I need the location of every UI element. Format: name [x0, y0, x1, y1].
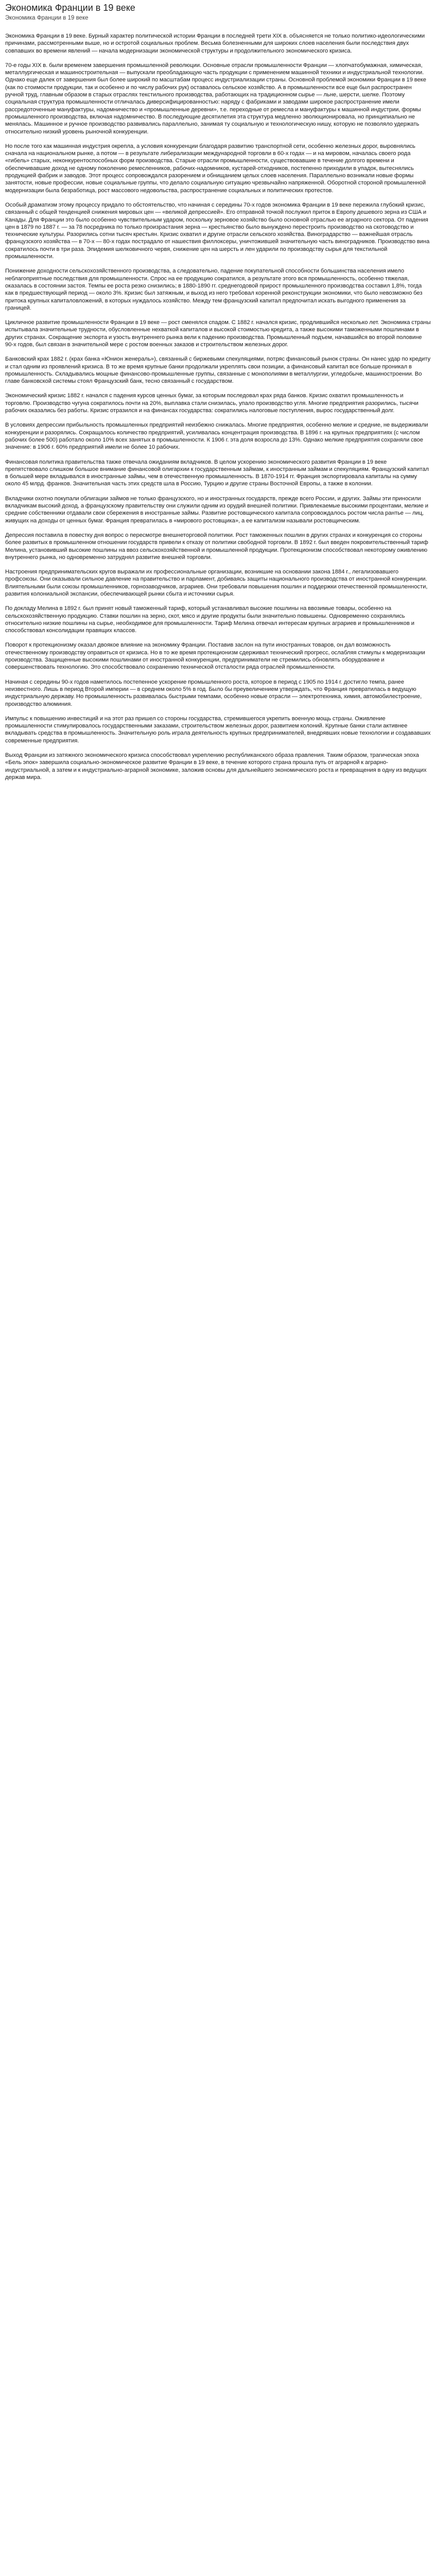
- breadcrumb: Экономика Франции в 19 веке: [5, 15, 89, 21]
- paragraph-4: Особый драматизм этому процессу придало то обстоятельство, что начиная с середины 70-х годов экономика Франции в 19 веке пережила глубокий кризис, связанный с общей тенденцией снижения мировых цен — «великой депрессией». Его отправной точкой послужил приток в Европу дешевого зерна из США и Канады. Для Франции это было особенно чувствительным ударом, поскольку зерновое хозяйство было основной отраслью ее аграрного сектора. От падения цен в 1879 по 1887 г. — за 78 посредника по только произрастания зерна — крестьянство было вынуждено перестроить производство на скотоводство и технические культуры. Разорились сотни тысяч крестьян. Кризис охватил и другие отрасли сельского хозяйства. Виноградарство — важнейшая отрасль французского хозяйства — в 70-х — 80-х годах пострадало от нашествия филлоксеры, уничтожившей значительную часть виноградников. Производство вина сократилось почти в три раза. Эпидемия шелковичного червя, снижение цен на шерсть и лен ударили по производству сырья для текстильной промышленности.: [5, 201, 430, 260]
- paragraph-10: Финансовая политика правительства также отвечала ожиданиям вкладчиков. В целом ускорению экономического развития Франции в 19 веке препятствовало слишком большое внимание финансовой олигархии к государственным займам, к иностранным займам и спекуляциям. Французский капитал в большей мере вкладывался в иностранные займы, чем в отечественную промышленность. В 1870-1914 гг. Франция экспортировала капиталы на сумму около 45 млрд. франков. Значительная часть этих средств шла в Россию, Турцию и другие страны Восточной Европы, а также в колонии.: [5, 459, 429, 487]
- paragraph-14: По докладу Мелина в 1892 г. был принят новый таможенный тариф, который устанавливал высокие пошлины на ввозимые товары, особенно на сельскохозяйственную продукцию. Ставки пошлин на зерно, скот, мясо и другие продукты были значительно повышены. Одновременно сохранялись относительно низкие пошлины на сырье, необходимое для промышленности. Тариф Мелина отвечал интересам крупных аграриев и промышленников и способствовал консолидации правящих классов.: [5, 605, 414, 634]
- paragraph-9: В условиях депрессии прибыльность промышленных предприятий неизбежно снижалась. Многие предприятия, особенно мелкие и средние, не выдерживали конкуренции и разорялись. Сокращалось количество предприятий, усиливалась концентрация производства. В 1896 г. на крупных предприятиях (с числом рабочих более 500) работало около 10% всех занятых в промышленности. К 1906 г. эта доля возросла до 13%. Однако мелкие предприятия сохраняли свое значение: в 1906 г. 60% предприятий имели не более 10 рабочих.: [5, 422, 428, 451]
- paragraph-5: Понижение доходности сельскохозяйственного производства, а следовательно, падение покупательной способности большинства населения имело неблагоприятные последствия для промышленности. Спрос на ее продукцию сократился, а результате этого вся промышленность, особенно тяжелая, оказалась в состоянии застоя. Темпы ее роста резко снизились; в 1880-1890 гг. среднегодовой прирост промышленного производства составил 1,8%, тогда как в предшествующий период — около 3%. Кризис был затяжным, и выход из него требовал коренной реконструкции экономики, что было невозможно без притока крупных капиталовложений, в которых нуждалось хозяйство. Между тем французский капитал предпочитал искать выгодного применения за границей.: [5, 268, 423, 311]
- paragraph-16: Начиная с середины 90-х годов наметилось постепенное ускорение промышленного роста, которое в период с 1905 по 1914 г. достигло темпа, ранее неизвестного. Лишь в период Второй империи — в среднем около 5% в год. Было бы преувеличением утверждать, что Франция превратилась в ведущую индустриальную державу. Но промышленность развивалась быстрыми темпами, особенно новые отрасли — электротехника, химия, автомобилестроение, производство алюминия.: [5, 679, 422, 707]
- paragraph-11: Вкладчики охотно покупали облигации займов не только французского, но и иностранных государств, прежде всего России, и других. Займы эти приносили вкладчикам высокий доход, а французскому правительству они служили одним из орудий внешней политики. Привлекаемые высокими процентами, мелкие и средние собственники отдавали свои сбережения в иностранные займы. Развитие ростовщического капитала сопровождалось ростом числа рантье — лиц, живущих на доходы от ценных бумаг. Франция превратилась в «мирового ростовщика», а ее капитализм называли ростовщическим.: [5, 495, 428, 524]
- page-title: Экономика Франции в 19 веке: [5, 3, 135, 13]
- paragraph-8: Экономический кризис 1882 г. начался с падения курсов ценных бумаг, за которым последовал крах ряда банков. Кризис охватил промышленность и торговлю. Производство чугуна сократилось почти на 20%, выплавка стали снизилась, упало производство угля. Многие предприятия разорились, тысячи рабочих оказались без работы. Кризис отразился и на финансах государства: сократились налоговые поступления, вырос государственный долг.: [5, 393, 418, 414]
- paragraph-15: Поворот к протекционизму оказал двоякое влияние на экономику Франции. Поставив заслон на пути иностранных товаров, он дал возможность отечественному производству оправиться от кризиса. Но в то же время протекционизм сдерживал технический прогресс, ослабляя стимулы к модернизации производства. Защищенные высокими пошлинами от иностранной конкуренции, предприниматели не стремились обновлять оборудование и совершенствовать технологию. Это способствовало сохранению технической отсталости ряда отраслей промышленности.: [5, 642, 425, 671]
- paragraph-1: Экономика Франции в 19 веке. Бурный характер политической истории Франции в последней трети XIX в. объясняется не только политико-идеологическими причинами, рассмотренными выше, но и остротой социальных проблем. Весьма болезненными для широких слоев населения были последствия двух совпавших во времени явлений — начала модернизации экономической структуры и продолжительного экономического кризиса.: [5, 33, 425, 54]
- paragraph-13: Настроения предпринимательских кругов выражали их профессиональные организации, возникшие на основании закона 1884 г., легализовавшего профсоюзы. Они оказывали сильное давление на правительство и парламент, добиваясь защиты национального производства от иностранной конкуренции. Влиятельными были союзы промышленников, горнозаводчиков, аграриев. Они требовали повышения пошлин и поддержки отечественной промышленности, развития колониальной экспансии, обеспечивающей рынки сбыта и источники сырья.: [5, 569, 428, 597]
- paragraph-17: Импульс к повышению инвестиций и на этот раз пришел со стороны государства, стремившегося укрепить военную мощь страны. Оживление промышленности стимулировалось государственными заказами, строительством железных дорог, развитием колоний. Крупные банки стали активнее вкладывать средства в промышленность. Значительную роль играла деятельность крупных предпринимателей, внедрявших новые технологии и создававших современные предприятия.: [5, 715, 431, 744]
- paragraph-3: Но после того как машинная индустрия окрепла, а условия конкуренции благодаря развитию транспортной сети, особенно железных дорог, выровнялись сначала на национальном рынке, а потом — в результате либерализации международной торговли в 60-х годах — и на мировом, началась своего рода «гибель» старых, неконкурентоспособных форм производства. Старые отрасли промышленности, существовавшие в течение долгого времени и обеспечивавшие доход не одному поколению ремесленников, рабочих-надомников, кустарей-отходников, постепенно приходили в упадок, вытеснялись продукцией фабрик и заводов. Этот процесс сопровождался разорением и обнищанием целых слоев населения. Параллельно возникали новые формы занятости, новые профессии, новые социальные группы, что делало социальную ситуацию чрезвычайно напряженной. Оборотной стороной промышленной модернизации была безработица, рост массового недовольства, распространение социальных и политических протестов.: [5, 143, 426, 194]
- paragraph-6: Цикличное развитие промышленности Франции в 19 веке — рост сменялся спадом. С 1882 г. начался кризис, продлившийся несколько лет. Экономика страны испытывала значительные трудности, обусловленные нехваткой капиталов и высокой стоимостью кредита, а также высокими таможенными пошлинами в других странах. Сокращение экспорта и узость внутреннего рынка вели к падению производства. Промышленный подъем, начавшийся во второй половине 90-х годов, был связан в значительной мере с ростом военных заказов и строительством железных дорог.: [5, 319, 431, 348]
- paragraph-18: Выход Франции из затяжного экономического кризиса способствовал укреплению республиканского образа правления. Таким образом, трагическая эпоха «Бель эпок» завершила социально-экономическое развитие Франции в 19 веке, в течение которого страна прошла путь от аграрной к аграрно-индустриальной, а затем и к индустриально-аграрной экономике, заложив основы для дальнейшего экономического роста и превращения в одну из ведущих держав мира.: [5, 752, 427, 781]
- paragraph-7: Банковский крах 1882 г. (крах банка «Юнион женераль»), связанный с биржевыми спекуляциями, потряс финансовый рынок страны. Он нанес удар по кредиту и стал одним из проявлений кризиса. В то же время крупные банки продолжали укреплять свои позиции, а финансовый капитал все больше проникал в промышленность. Складывались мощные финансово-промышленные группы, связанные с монополиями в металлургии, угледобыче, машиностроении. Во главе банковской системы стоял Французский банк, тесно связанный с государством.: [5, 356, 431, 385]
- article-body: [5, 32, 431, 781]
- paragraph-12: Депрессия поставила в повестку дня вопрос о пересмотре внешнеторговой политики. Рост таможенных пошлин в других странах и конкуренция со стороны более развитых в промышленном отношении государств привели к отказу от политики свободной торговли. В 1892 г. был введен покровительственный тариф Мелина, установивший высокие пошлины на ввоз сельскохозяйственной и промышленной продукции. Протекционизм способствовал некоторому оживлению внутреннего рынка, но одновременно затруднял развитие внешней торговли.: [5, 532, 428, 561]
- paragraph-2: 70-е годы XIX в. были временем завершения промышленной революции. Основные отрасли промышленности Франции — хлопчатобумажная, химическая, металлургическая и машиностроительная — выпускали преобладающую часть продукции с применением машинной техники и индустриальной технологии. Однако еще далек от завершения был более широкий по масштабам процесс индустриализации страны. Основной проблемой экономики Франции в 19 веке (как по стоимости продукции, так и особенно и по числу рабочих рук) оставалось сельское хозяйство. А в промышленности все еще был распространен ручной труд, главным образом в старых отраслях текстильного производства, работающих на традиционном сырье — льне, шерсти, шелке. Поэтому социальная структура промышленности отличалась диверсифицированностью: наряду с фабриками и заводами широкое распространение имели рассредоточенные мануфактуры, надомничество и «промышленные деревни», т.е. переходные от ремесла и мануфактуры к машинной индустрии, формы промышленного производства, включая надомничество. В последующие десятилетия эта структура медленно эволюционировала, но принципиально не менялась. Машинное и ручное производство развивались параллельно, занимая ту социальную и технологическую нишу, которую не позволяло удержать относительно низкий уровень рыночной конкуренции.: [5, 62, 427, 135]
